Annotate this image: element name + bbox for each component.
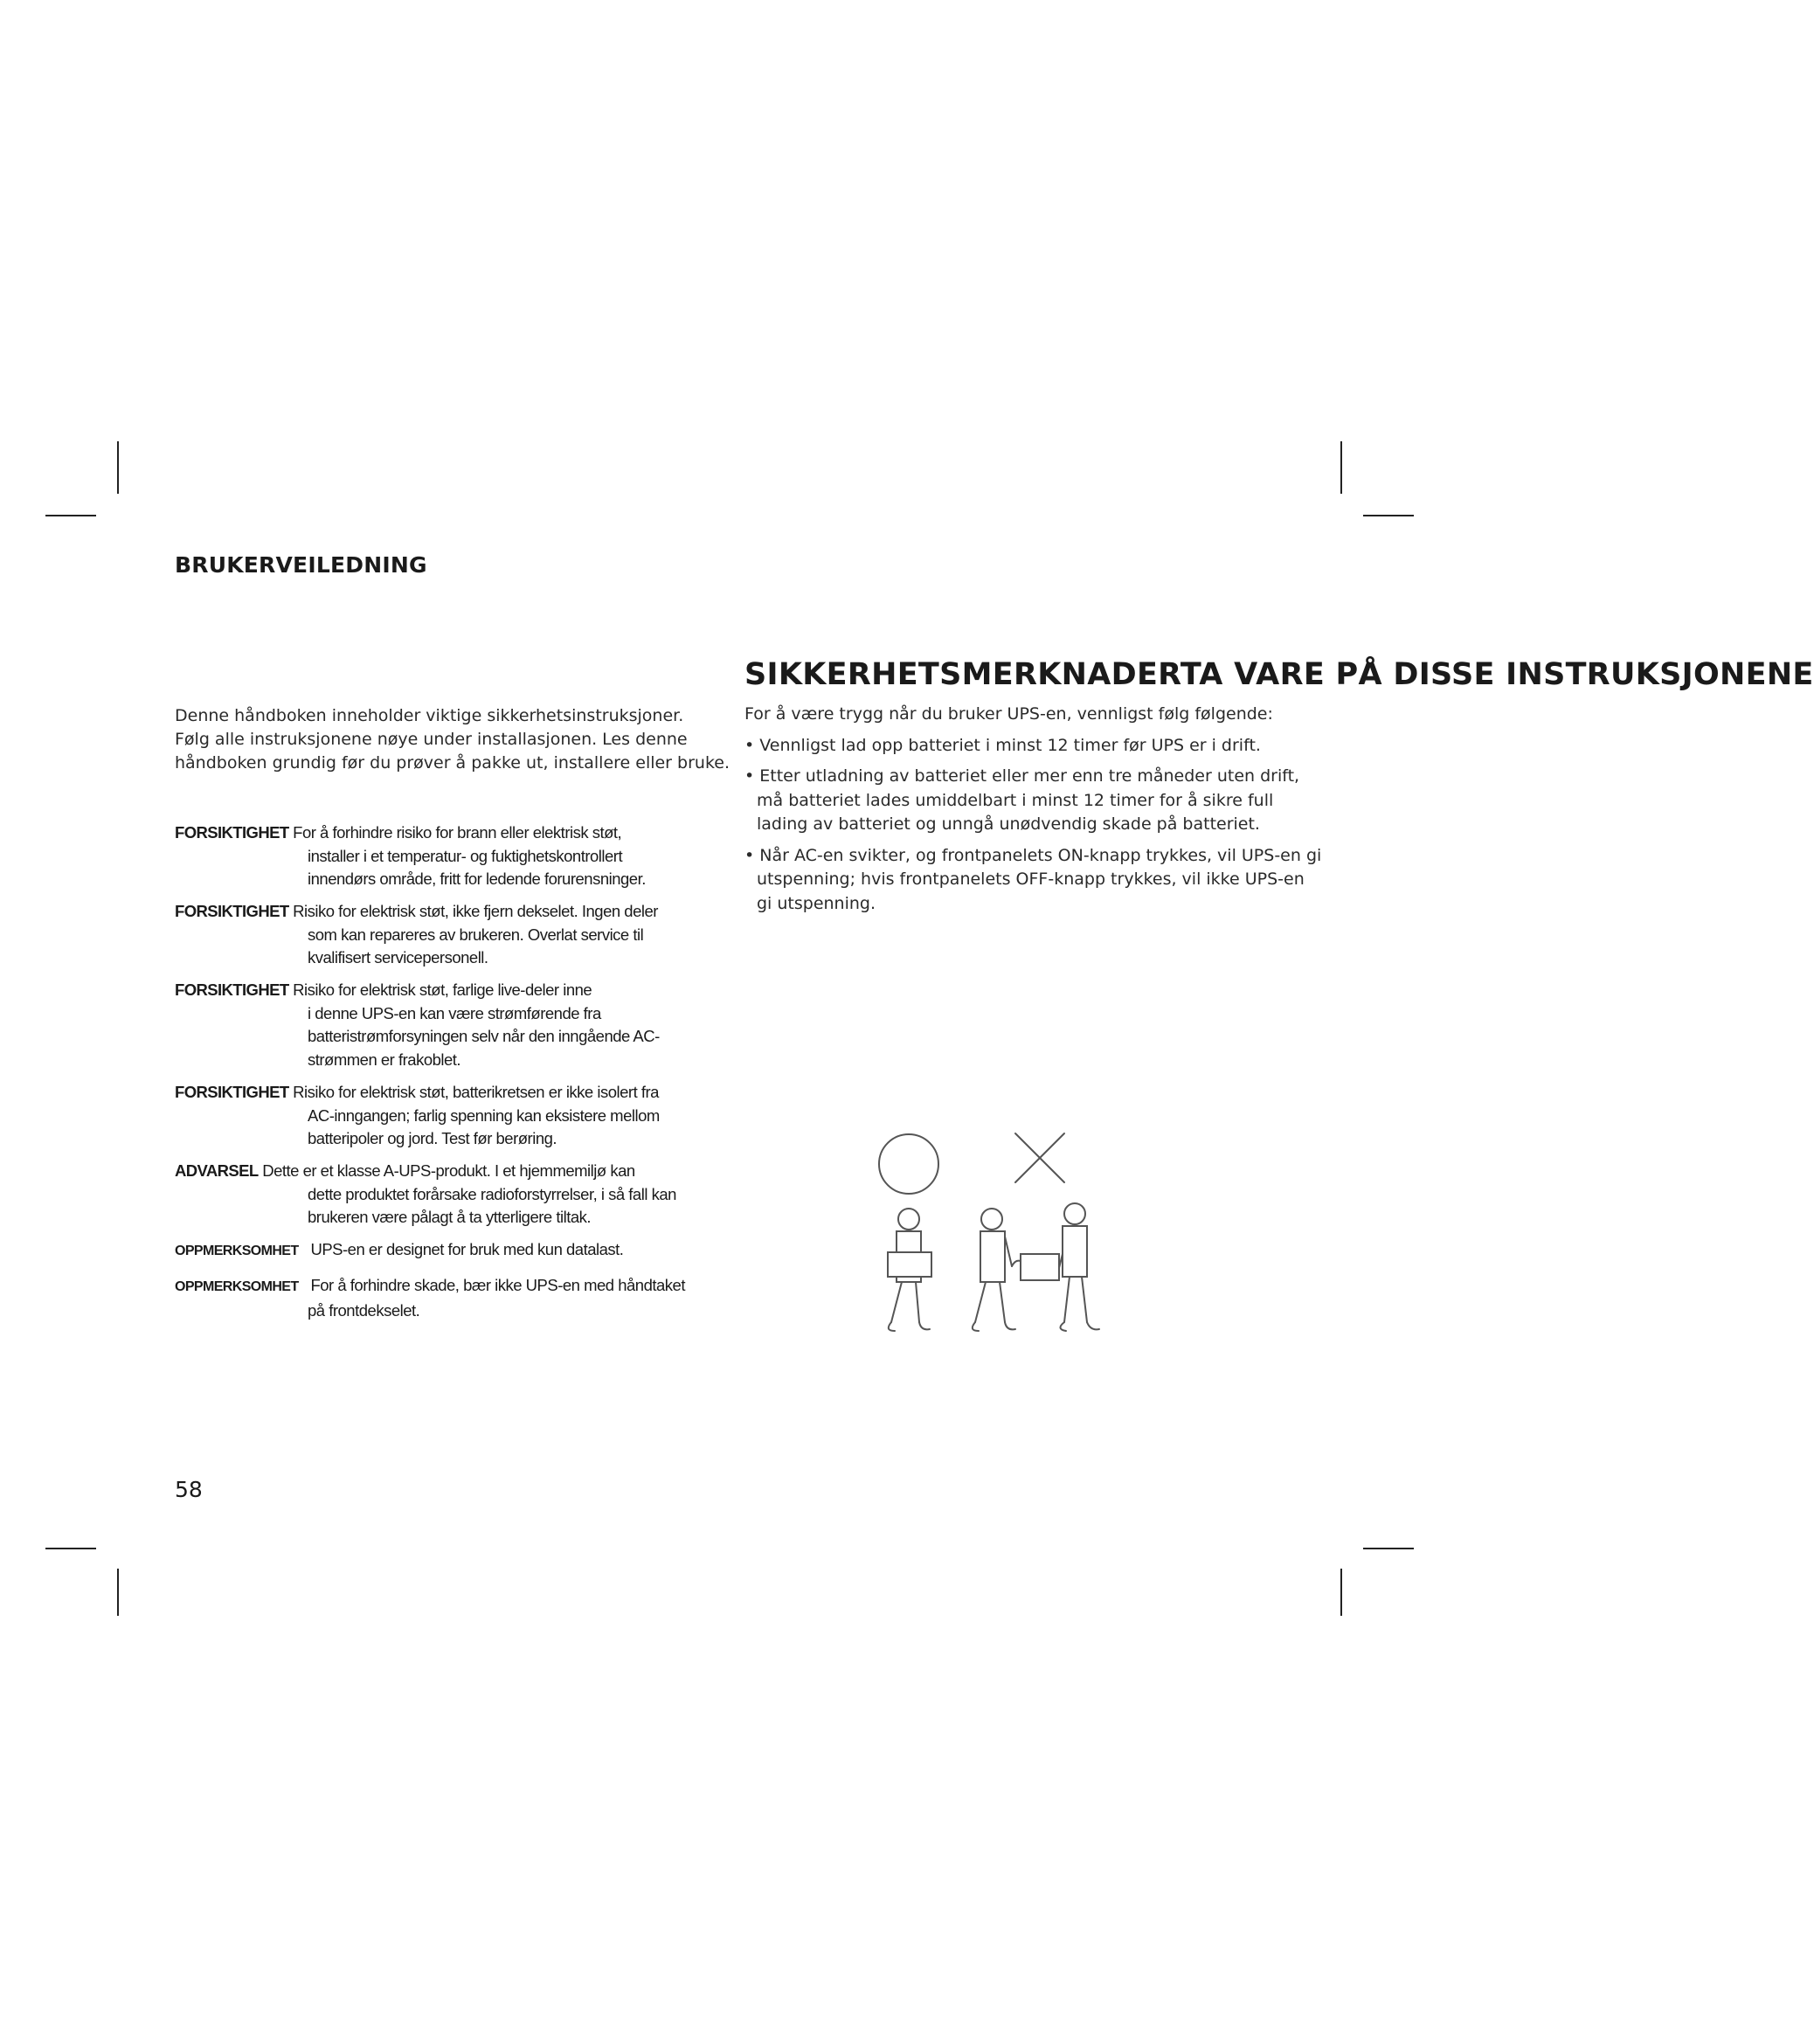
notice-text: batteripoler og jord. Test før berøring.	[308, 1129, 557, 1147]
notice-text: Risiko for elektrisk støt, ikke fjern dekselet. Ingen deler	[293, 902, 658, 920]
notice-text: batteristrømforsyningen selv når den inngående AC-	[308, 1027, 660, 1045]
notice-label: FORSIKTIGHET	[175, 980, 289, 999]
notice-text: Dette er et klasse A-UPS-produkt. I et hjemmemiljø kan	[262, 1161, 635, 1180]
notice-label: FORSIKTIGHET	[175, 1083, 289, 1101]
safety-bullet	[744, 765, 1374, 837]
bullet-line: må batteriet lades umiddelbart i minst 12 timer for å sikre full	[757, 790, 1274, 810]
safety-lead: For å være trygg når du bruker UPS-en, vennligst følg følgende:	[744, 704, 1273, 724]
bullet-line: • Når AC-en svikter, og frontpanelets ON-knapp trykkes, vil UPS-en gi	[744, 845, 1322, 865]
warning-notice-class-a	[175, 1160, 734, 1230]
notice-text: brukeren være pålagt å ta ytterligere tiltak.	[308, 1208, 592, 1226]
crop-mark	[1340, 1569, 1342, 1616]
notice-text: på frontdekselet.	[308, 1300, 420, 1320]
safety-section-title: SIKKERHETSMERKNADERTA VARE PÅ DISSE INSTRUKSJONENE	[744, 657, 1814, 692]
crop-mark	[117, 441, 119, 494]
bullet-line: • Vennligst lad opp batteriet i minst 12 timer før UPS er i drift.	[744, 735, 1261, 755]
notice-text: dette produktet forårsake radioforstyrrelser, i så fall kan	[308, 1184, 676, 1203]
caution-notice-cover	[175, 900, 734, 970]
notice-text: UPS-en er designet for bruk med kun datalast.	[310, 1240, 624, 1258]
person-standing	[1059, 1203, 1099, 1331]
crop-mark	[45, 1548, 96, 1549]
crop-mark	[45, 515, 96, 516]
crop-mark	[1363, 515, 1414, 516]
notice-text: installer i et temperatur- og fuktighetskontrollert	[308, 846, 623, 865]
notice-text: Risiko for elektrisk støt, farlige live-deler inne	[293, 980, 592, 999]
notice-text: For å forhindre risiko for brann eller elektrisk støt,	[293, 823, 622, 842]
notice-label: OPPMERKSOMHET	[175, 1244, 299, 1258]
attention-notice-handle	[175, 1274, 734, 1322]
safety-instructions	[744, 703, 1374, 916]
notice-label: FORSIKTIGHET	[175, 902, 289, 920]
notice-text: Risiko for elektrisk støt, batterikretsen er ikke isolert fra	[293, 1083, 659, 1101]
cross-incorrect-icon	[1015, 1133, 1064, 1182]
notice-text: innendørs område, fritt for ledende forurensninger.	[308, 870, 646, 888]
notice-text: kvalifisert servicepersonell.	[308, 948, 488, 967]
safety-bullet	[744, 734, 1374, 759]
crop-mark	[1363, 1548, 1414, 1549]
notice-text: AC-inngangen; farlig spenning kan eksistere mellom	[308, 1105, 660, 1125]
notice-label: FORSIKTIGHET	[175, 823, 289, 842]
bullet-line: utspenning; hvis frontpanelets OFF-knapp trykkes, vil ikke UPS-en	[757, 870, 1305, 889]
caution-notice-battery	[175, 1081, 734, 1151]
bullet-line: lading av batteriet og unngå unødvendig skade på batteriet.	[757, 814, 1260, 834]
notice-text: For å forhindre skade, bær ikke UPS-en med håndtaket	[310, 1276, 685, 1294]
attention-notice-data-load	[175, 1238, 734, 1264]
intro-line: Følg alle instruksjonene nøye under installasjonen. Les denne	[175, 730, 688, 749]
intro-line: håndboken grundig før du prøver å pakke ut, installere eller bruke.	[175, 753, 730, 773]
caution-notice-live-parts	[175, 979, 734, 1071]
notice-text: som kan repareres av brukeren. Overlat service til	[308, 925, 644, 944]
intro-line: Denne håndboken inneholder viktige sikkerhetsinstruksjoner.	[175, 706, 684, 725]
page-header-title: BRUKERVEILEDNING	[175, 552, 427, 578]
intro-paragraph	[175, 704, 730, 775]
crop-mark	[117, 1569, 119, 1616]
bullet-line: • Etter utladning av batteriet eller mer enn tre måneder uten drift,	[744, 766, 1300, 786]
crop-mark	[1340, 441, 1342, 494]
person-carrying-correct	[888, 1209, 931, 1331]
notice-label: OPPMERKSOMHET	[175, 1279, 299, 1294]
circle-correct-icon	[879, 1134, 938, 1194]
carry-illustration	[865, 1123, 1110, 1359]
notice-label: ADVARSEL	[175, 1161, 259, 1180]
page-number: 58	[175, 1477, 203, 1502]
person-carrying-handle	[973, 1209, 1059, 1331]
caution-notice-fire	[175, 821, 734, 891]
bullet-line: gi utspenning.	[757, 893, 876, 913]
notice-text: strømmen er frakoblet.	[308, 1050, 461, 1069]
notice-text: i denne UPS-en kan være strømførende fra	[308, 1003, 601, 1022]
safety-bullet	[744, 844, 1374, 917]
